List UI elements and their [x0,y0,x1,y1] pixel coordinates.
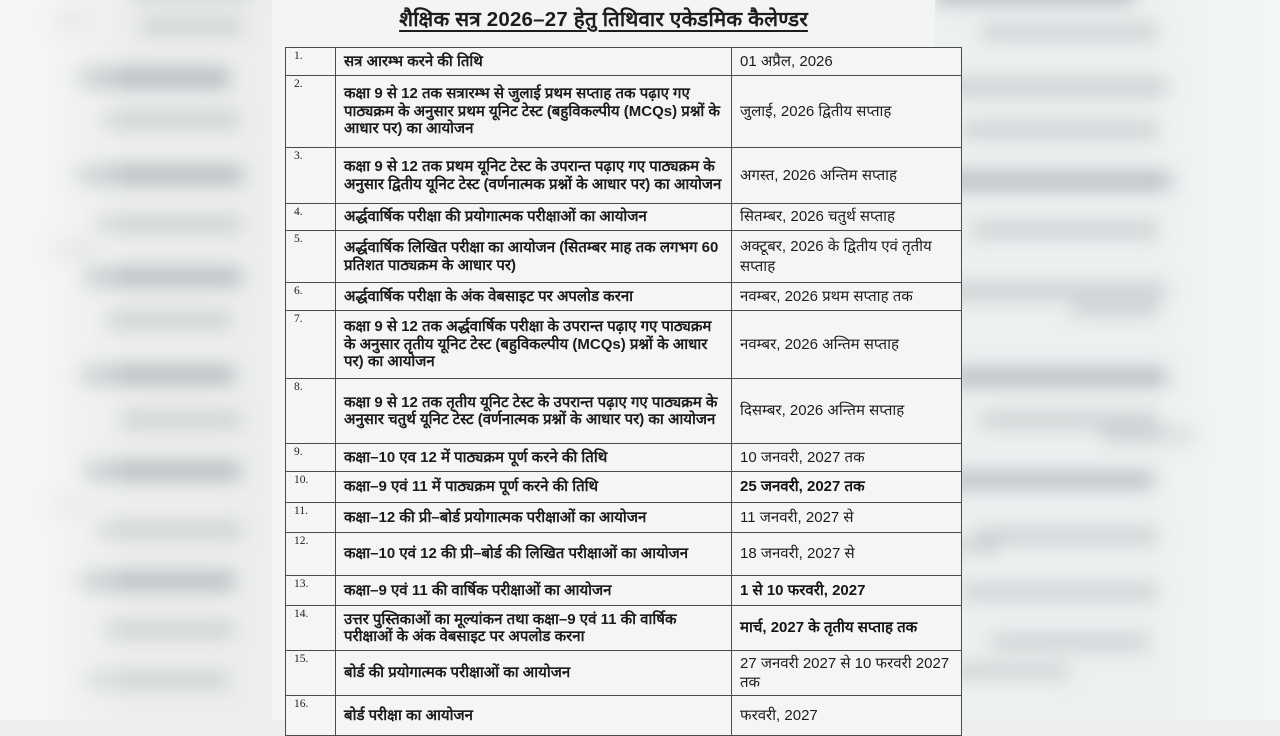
row-date: सितम्बर, 2026 चतुर्थ सप्ताह [732,204,962,231]
table-row [286,606,962,651]
table-row [286,204,962,231]
table-row [286,696,962,736]
row-date: 27 जनवरी 2027 से 10 फरवरी 2027 तक [732,651,962,696]
table-row [286,503,962,533]
table-row [286,651,962,696]
table-row [286,311,962,379]
row-number: 6. [286,283,336,311]
row-activity: कक्षा 9 से 12 तक सत्रारम्भ से जुलाई प्रथम सप्ताह तक पढ़ाए गए पाठ्यक्रम के अनुसार प्रथम यूनिट टेस्ट (बहुविकल्पीय (MCQs) प्रश्नों के आधार पर) का आयोजन [336,76,732,148]
row-activity: कक्षा 9 से 12 तक प्रथम यूनिट टेस्ट के उपरान्त पढ़ाए गए पाठ्यक्रम के अनुसार द्वितीय यूनिट टेस्ट (वर्णनात्मक प्रश्नों के आधार पर) का आयोजन [336,148,732,204]
calendar-table-body [286,48,962,736]
row-date: 25 जनवरी, 2027 तक [732,472,962,503]
row-number: 10. [286,472,336,503]
row-activity: कक्षा 9 से 12 तक अर्द्धवार्षिक परीक्षा के उपरान्त पढ़ाए गए पाठ्यक्रम के अनुसार तृतीय यूनिट टेस्ट (बहुविकल्पीय (MCQs) प्रश्नों के आधार पर) का आयोजन [336,311,732,379]
row-activity: कक्षा–10 एवं 12 की प्री–बोर्ड की लिखित परीक्षाओं का आयोजन [336,533,732,576]
academic-calendar-table [285,47,962,736]
scanned-document [272,0,950,724]
background-blur-texture [0,0,272,720]
row-activity: उत्तर पुस्तिकाओं का मूल्यांकन तथा कक्षा–9 एवं 11 की वार्षिक परीक्षाओं के अंक वेबसाइट पर अपलोड करना [336,606,732,651]
row-number: 11. [286,503,336,533]
background-blur-texture [935,0,1280,720]
row-number: 16. [286,696,336,736]
row-date: फरवरी, 2027 [732,696,962,736]
row-activity: कक्षा 9 से 12 तक तृतीय यूनिट टेस्ट के उपरान्त पढ़ाए गए पाठ्यक्रम के अनुसार चतुर्थ यूनिट टेस्ट (वर्णनात्मक प्रश्नों के आधार पर) का आयोजन [336,379,732,444]
row-date: नवम्बर, 2026 प्रथम सप्ताह तक [732,283,962,311]
row-date: 1 से 10 फरवरी, 2027 [732,576,962,606]
row-number: 8. [286,379,336,444]
row-date: 01 अप्रैल, 2026 [732,48,962,76]
row-date: जुलाई, 2026 द्वितीय सप्ताह [732,76,962,148]
row-number: 13. [286,576,336,606]
row-date: अक्टूबर, 2026 के द्वितीय एवं तृतीय सप्ताह [732,231,962,283]
page-title: शैक्षिक सत्र 2026–27 हेतु तिथिवार एकेडमिक कैलेण्डर [399,8,808,31]
blurred-background-right [935,0,1280,720]
table-row [286,76,962,148]
row-number: 5. [286,231,336,283]
row-number: 14. [286,606,336,651]
row-date: दिसम्बर, 2026 अन्तिम सप्ताह [732,379,962,444]
row-activity: कक्षा–10 एव 12 में पाठ्यक्रम पूर्ण करने की तिथि [336,444,732,472]
table-row [286,148,962,204]
table-row [286,576,962,606]
row-activity: कक्षा–9 एवं 11 की वार्षिक परीक्षाओं का आयोजन [336,576,732,606]
table-row [286,231,962,283]
row-activity: बोर्ड परीक्षा का आयोजन [336,696,732,736]
row-number: 15. [286,651,336,696]
row-number: 9. [286,444,336,472]
table-row [286,444,962,472]
table-row [286,48,962,76]
table-row [286,472,962,503]
row-number: 7. [286,311,336,379]
row-date: 10 जनवरी, 2027 तक [732,444,962,472]
row-activity: बोर्ड की प्रयोगात्मक परीक्षाओं का आयोजन [336,651,732,696]
row-activity: सत्र आरम्भ करने की तिथि [336,48,732,76]
row-number: 3. [286,148,336,204]
row-activity: अर्द्धवार्षिक परीक्षा के अंक वेबसाइट पर अपलोड करना [336,283,732,311]
row-number: 2. [286,76,336,148]
row-date: नवम्बर, 2026 अन्तिम सप्ताह [732,311,962,379]
table-row [286,379,962,444]
row-date: अगस्त, 2026 अन्तिम सप्ताह [732,148,962,204]
row-activity: कक्षा–9 एवं 11 में पाठ्यक्रम पूर्ण करने की तिथि [336,472,732,503]
row-date: 11 जनवरी, 2027 से [732,503,962,533]
table-row [286,533,962,576]
row-number: 4. [286,204,336,231]
row-activity: कक्षा–12 की प्री–बोर्ड प्रयोगात्मक परीक्षाओं का आयोजन [336,503,732,533]
row-date: 18 जनवरी, 2027 से [732,533,962,576]
row-activity: अर्द्धवार्षिक लिखित परीक्षा का आयोजन (सितम्बर माह तक लगभग 60 प्रतिशत पाठ्यक्रम के आधार पर) [336,231,732,283]
row-number: 12. [286,533,336,576]
row-date: मार्च, 2027 के तृतीय सप्ताह तक [732,606,962,651]
blurred-background-left [0,0,272,720]
row-number: 1. [286,48,336,76]
table-row [286,283,962,311]
row-activity: अर्द्धवार्षिक परीक्षा की प्रयोगात्मक परीक्षाओं का आयोजन [336,204,732,231]
